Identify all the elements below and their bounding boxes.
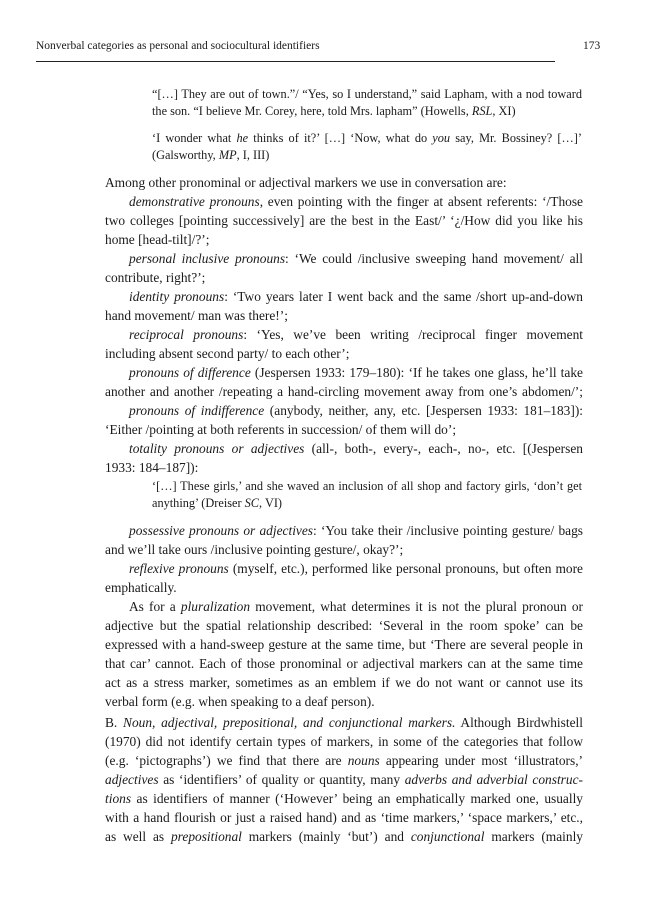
italic-span: nouns (347, 753, 380, 768)
text-line (105, 789, 583, 808)
text-span: act as a stress marker, sometimes as an emblem if we do not want or cannot use its (105, 675, 583, 690)
text-span: with a hand flourish or just a raised hand) and as ‘time markers,’ ‘space markers,’ etc., (105, 810, 583, 825)
text-line (105, 751, 583, 770)
text-span: as identifiers of manner (‘However’ being an emphatically marked one, usually (131, 791, 583, 806)
italic-span: demonstrative pronouns (129, 194, 260, 209)
text-line (105, 382, 583, 401)
text-span: expressed with a hand-sweep gesture at the same time, but ‘There are several people in (105, 637, 583, 652)
text-span: hand movement/ man was there!’; (105, 308, 288, 323)
block-quote-line (152, 103, 582, 120)
text-span: two colleges [pointing successively] are the best in the East/’ ‘¿/How did you like his (105, 213, 583, 228)
text-span: : ‘Yes, we’ve been writing /reciprocal finger movement (243, 327, 583, 342)
text-span: : ‘We could /inclusive sweeping hand movement/ all (285, 251, 583, 266)
block-quote-line (152, 147, 582, 164)
italic-span: adjectives (105, 772, 159, 787)
text-span: : ‘Two years later I went back and the same /short up-and-down (224, 289, 584, 304)
text-span: (Jespersen 1933: 179–180): ‘If he takes one glass, he’ll take (250, 365, 583, 380)
italic-span: RSL (471, 104, 493, 118)
text-line (105, 654, 583, 673)
text-line (105, 578, 583, 597)
italic-span: totality pronouns or adjectives (129, 441, 305, 456)
header-rule (36, 61, 555, 62)
italic-span: Noun, adjectival, prepositional, and conjunctional markers. (123, 715, 456, 730)
text-span: ‘I wonder what (152, 131, 237, 145)
text-span: emphatically. (105, 580, 177, 595)
text-line (105, 732, 583, 751)
italic-span: pronouns of difference (129, 365, 251, 380)
text-span: as ‘identifiers’ of quality or quantity, many (158, 772, 405, 787)
text-span: markers (mainly ‘but’) and (241, 829, 411, 844)
text-line (105, 692, 583, 711)
text-line (129, 287, 583, 306)
text-span: movement, what determines it is not the plural pronoun or (250, 599, 583, 614)
text-line (105, 344, 583, 363)
italic-span: pluralization (180, 599, 251, 614)
text-line (129, 597, 583, 616)
text-span: (1970) did not identify certain types of markers, in some of the categories that follow (105, 734, 583, 749)
italic-span: adverbs and adverbial construc- (404, 772, 583, 787)
text-line (105, 635, 583, 654)
text-span: (anybody, neither, any, etc. [Jespersen 1933: 181–183]): (264, 403, 583, 418)
text-span: say, Mr. Bossiney? […]’ (450, 131, 582, 145)
text-span: (all-, both-, every-, each-, no-, etc. [(Jespersen (304, 441, 583, 456)
italic-span: prepositional (170, 829, 242, 844)
italic-span: reciprocal pronouns (129, 327, 244, 342)
text-line (129, 401, 583, 420)
italic-span: conjunctional (410, 829, 485, 844)
text-span: adjective but the spatial relationship described: ‘Several in the room spoke’ can be (105, 618, 583, 633)
text-line (105, 458, 583, 477)
text-span: including absent second party/ to each other’; (105, 346, 350, 361)
text-span: , XI) (492, 104, 516, 118)
text-span: , VI) (259, 496, 283, 510)
text-line (105, 230, 583, 249)
text-span: , I, III) (236, 148, 270, 162)
text-line (105, 540, 583, 559)
text-line (129, 559, 583, 578)
text-line (105, 673, 583, 692)
italic-span: MP (218, 148, 237, 162)
text-span: (e.g. ‘pictographs’) we find that there are (105, 753, 348, 768)
text-line (105, 616, 583, 635)
text-span: 1933: 184–187]): (105, 460, 199, 475)
text-line (105, 173, 583, 192)
text-span: : ‘You take their /inclusive pointing gesture/ bags (313, 523, 583, 538)
text-span: “[…] They are out of town.”/ “Yes, so I understand,” said Lapham, with a nod toward (152, 87, 582, 101)
text-span: appearing under most ‘illustrators,’ (379, 753, 584, 768)
italic-span: personal inclusive pronouns (129, 251, 286, 266)
text-span: as well as (105, 829, 171, 844)
text-line (105, 713, 583, 732)
text-span: verbal form (e.g. when speaking to a deaf person). (105, 694, 375, 709)
text-line (129, 363, 583, 382)
text-line (129, 521, 583, 540)
text-span: contribute, right?’; (105, 270, 206, 285)
block-quote-line (152, 130, 582, 147)
running-title: Nonverbal categories as personal and sociocultural identifiers (36, 40, 320, 52)
text-span: anything’ (Dreiser (152, 496, 245, 510)
block-quote-line (152, 495, 582, 512)
text-line (129, 439, 583, 458)
block-quote-line (152, 86, 582, 103)
text-line (129, 325, 583, 344)
text-span: Although Birdwhistell (455, 715, 583, 730)
text-span: As for a (129, 599, 181, 614)
text-span: home [head-tilt]/?’; (105, 232, 210, 247)
text-span: (Galsworthy, (152, 148, 219, 162)
text-line (105, 808, 583, 827)
text-span: , even pointing with the finger at absent referents: ‘/Those (259, 194, 583, 209)
text-line (105, 306, 583, 325)
text-span: ‘Either /pointing at both referents in succession/ of them will do’; (105, 422, 457, 437)
text-line (105, 770, 583, 789)
text-line (105, 268, 583, 287)
italic-span: pronouns of indifference (129, 403, 265, 418)
text-span: thinks of it?’ […] ‘Now, what do (248, 131, 433, 145)
text-line (129, 249, 583, 268)
italic-span: tions (105, 791, 132, 806)
text-span: B. (105, 715, 124, 730)
text-span: markers (mainly (484, 829, 583, 844)
italic-span: identity pronouns (129, 289, 225, 304)
text-span: ‘[…] These girls,’ and she waved an inclusion of all shop and factory girls, ‘don’t get (152, 479, 582, 493)
text-line (105, 211, 583, 230)
text-span: another and another /repeating a hand-circling movement away from one’s abdomen/’; (105, 384, 583, 399)
text-span: (myself, etc.), performed like personal pronouns, but often more (228, 561, 583, 576)
text-span: and we’ll take ours /inclusive pointing gesture/, okay?’; (105, 542, 404, 557)
italic-span: SC (244, 496, 260, 510)
page-number: 173 (583, 40, 601, 52)
text-line (105, 827, 583, 846)
block-quote-line (152, 478, 582, 495)
text-line (129, 192, 583, 211)
italic-span: possessive pronouns or adjectives (129, 523, 314, 538)
italic-span: you (432, 131, 451, 145)
italic-span: reflexive pronouns (129, 561, 229, 576)
text-span: that car’ cannot. Each of those pronominal or adjectival markers can at the same time (105, 656, 583, 671)
text-span: the son. “I believe Mr. Corey, here, told Mrs. lapham” (Howells, (152, 104, 472, 118)
text-span: Among other pronominal or adjectival markers we use in conversation are: (105, 175, 507, 190)
text-line (105, 420, 583, 439)
italic-span: he (236, 131, 249, 145)
